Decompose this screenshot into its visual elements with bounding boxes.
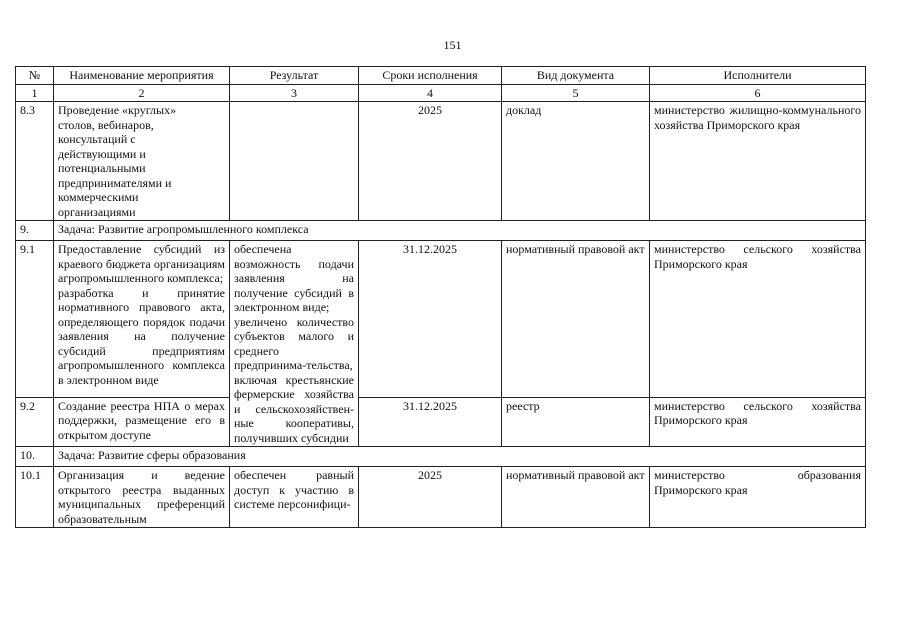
column-number: 6: [650, 84, 866, 102]
task-row: [16, 221, 866, 241]
column-number: 2: [54, 84, 230, 102]
header-executors: Исполнители: [650, 67, 866, 85]
task-title: Задача: Развитие сферы образования: [54, 447, 866, 467]
document-type: нормативный правовой акт: [502, 241, 650, 398]
task-row: [16, 447, 866, 467]
executors: министерство образования Приморского края: [650, 467, 866, 528]
row-number: 9.2: [16, 397, 54, 446]
table-row: [16, 241, 866, 398]
row-number: 8.3: [16, 102, 54, 221]
task-title: Задача: Развитие агропромышленного комплекса: [54, 221, 866, 241]
activity-name: Предоставление субсидий из краевого бюджета организациям агропромышленного комплекса; разработка и принятие нормативного правового акта, определяющего порядок подачи заявления на получение субсидий предприятиям агропромышленного комплекса в электронном виде: [54, 241, 230, 398]
column-number: 3: [230, 84, 359, 102]
column-number-row: [16, 84, 866, 102]
header-deadline: Сроки исполнения: [359, 67, 502, 85]
page-number: 151: [443, 38, 462, 52]
result-cell: обеспечена возможность подачи заявления на получение субсидий в электронном виде; увеличено количество субъектов малого и среднего предпринима-тельства, включая крестьянские фермерские хозяйства и сельскохозяйствен-ные кооперативы, получивших субсидии: [230, 241, 359, 447]
table-row: [16, 467, 866, 528]
activity-name: Проведение «круглых» столов, вебинаров, консультаций с действующими и потенциальными предпринимателями и коммерческими организациями: [54, 102, 230, 221]
row-number: 10.: [16, 447, 54, 467]
row-number: 10.1: [16, 467, 54, 528]
document-type: нормативный правовой акт: [502, 467, 650, 528]
deadline: 31.12.2025: [359, 397, 502, 446]
executors: министерство жилищно-коммунального хозяйства Приморского края: [650, 102, 866, 221]
header-result: Результат: [230, 67, 359, 85]
action-plan-table: [15, 66, 866, 528]
row-number: 9.: [16, 221, 54, 241]
result-cell: обеспечен равный доступ к участию в системе персонифици-: [230, 467, 359, 528]
activity-name: Организация и ведение открытого реестра выданных муниципальных преференций образовательным: [54, 467, 230, 528]
document-type: доклад: [502, 102, 650, 221]
header-number: №: [16, 67, 54, 85]
column-number: 4: [359, 84, 502, 102]
result-cell: [230, 102, 359, 221]
column-number: 1: [16, 84, 54, 102]
header-row: [16, 67, 866, 85]
header-document-type: Вид документа: [502, 67, 650, 85]
deadline: 2025: [359, 467, 502, 528]
row-number: 9.1: [16, 241, 54, 398]
table-row: [16, 102, 866, 221]
executors: министерство сельского хозяйства Приморского края: [650, 397, 866, 446]
document-type: реестр: [502, 397, 650, 446]
deadline: 31.12.2025: [359, 241, 502, 398]
deadline: 2025: [359, 102, 502, 221]
header-activity-name: Наименование мероприятия: [54, 67, 230, 85]
activity-name: Создание реестра НПА о мерах поддержки, размещение его в открытом доступе: [54, 397, 230, 446]
table-row: [16, 397, 866, 446]
column-number: 5: [502, 84, 650, 102]
executors: министерство сельского хозяйства Приморского края: [650, 241, 866, 398]
